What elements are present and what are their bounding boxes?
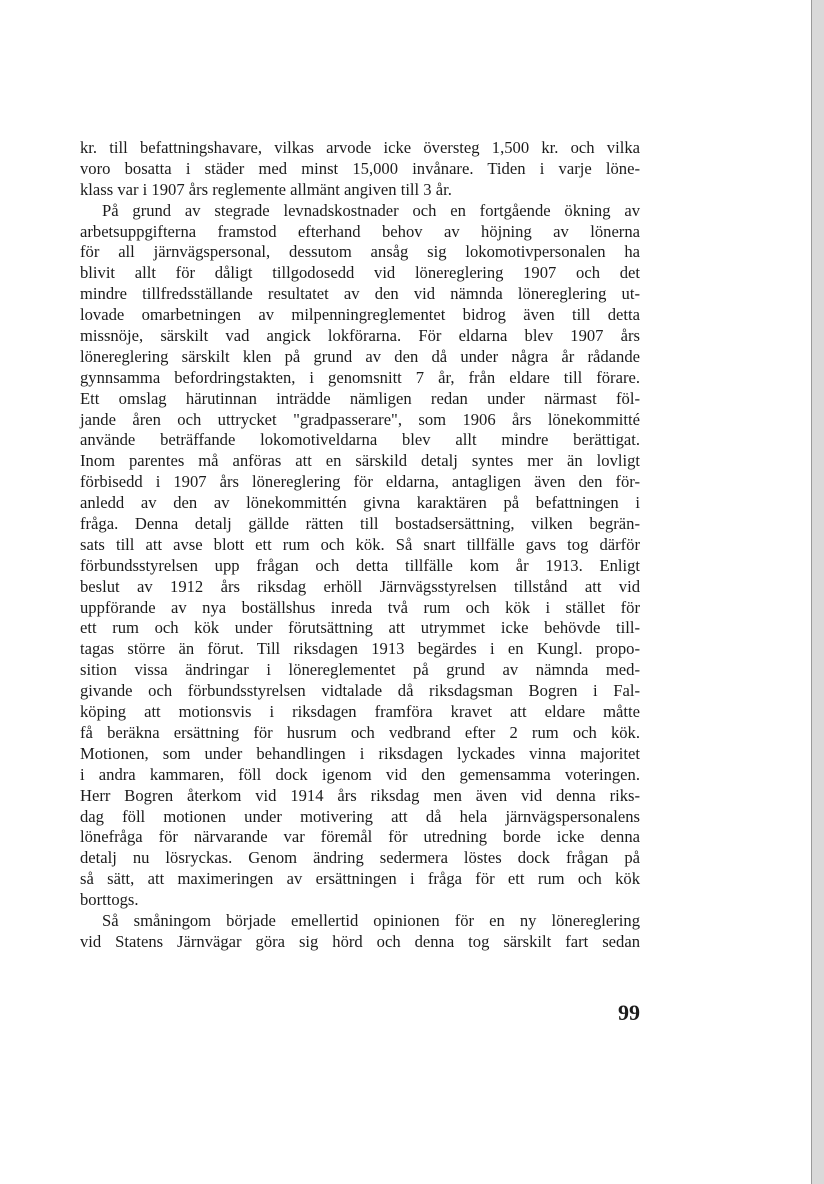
text-line: lönefråga för närvarande var föremål för utredning borde icke denna xyxy=(80,827,640,847)
text-line: På grund av stegrade levnadskostnader och en fortgående ökning av xyxy=(102,200,640,220)
text-line: givande och förbundsstyrelsen vidtalade då riksdagsman Bogren i Fal- xyxy=(80,681,640,701)
text-line: uppförande av nya boställshus inreda två rum och kök i stället för xyxy=(80,597,640,617)
text-line: detalj nu lösryckas. Genom ändring sedermera löstes dock frågan på xyxy=(80,848,640,868)
page-number: 99 xyxy=(618,1000,640,1025)
text-line: sats till att avse blott ett rum och kök. Så snart tillfälle gavs tog därför xyxy=(80,534,640,554)
text-line: förbisedd i 1907 års lönereglering för eldarna, antagligen även den för- xyxy=(80,472,640,492)
text-line: fråga. Denna detalj gällde rätten till bostadsersättning, vilken begrän- xyxy=(80,514,640,534)
text-line: sition vissa ändringar i lönereglementet på grund av nämnda med- xyxy=(80,660,640,680)
text-line: anledd av den av lönekommittén givna karaktären på befattningen i xyxy=(80,493,640,513)
text-line: borttogs. xyxy=(80,890,139,910)
text-line: voro bosatta i städer med minst 15,000 invånare. Tiden i varje löne- xyxy=(80,158,640,178)
text-line: lönereglering särskilt klen på grund av den då under några år rådande xyxy=(80,346,640,366)
text-line: missnöje, särskilt vad angick lokförarna. För eldarna blev 1907 års xyxy=(80,326,640,346)
text-line: köping att motionsvis i riksdagen framföra kravet att eldare måtte xyxy=(80,702,640,722)
text-line: tagas större än förut. Till riksdagen 1913 begärdes i en Kungl. propo- xyxy=(80,639,640,659)
text-line: Herr Bogren återkom vid 1914 års riksdag men även vid denna riks- xyxy=(80,785,640,805)
text-line: beslut av 1912 års riksdag erhöll Järnvägsstyrelsen tillstånd att vid xyxy=(80,576,640,596)
text-line: använde beträffande lokomotiveldarna blev allt mindre berättigat. xyxy=(80,430,640,450)
text-line: förbundsstyrelsen upp frågan och detta tillfälle kom år 1913. Enligt xyxy=(80,555,640,575)
text-line: gynnsamma befordringstakten, i genomsnitt 7 år, från eldare till förare. xyxy=(80,367,640,387)
text-line: få beräkna ersättning för husrum och vedbrand efter 2 rum och kök. xyxy=(80,722,640,742)
text-line: Så småningom började emellertid opinionen för en ny lönereglering xyxy=(102,910,640,930)
text-line: Motionen, som under behandlingen i riksdagen lyckades vinna majoritet xyxy=(80,743,640,763)
text-line: så sätt, att maximeringen av ersättningen i fråga för ett rum och kök xyxy=(80,869,640,889)
text-line: blivit allt för dåligt tillgodosedd vid lönereglering 1907 och det xyxy=(80,263,640,283)
text-line: arbetsuppgifterna framstod efterhand behov av höjning av lönerna xyxy=(80,221,640,241)
text-line: dag föll motionen under motivering att då hela järnvägspersonalens xyxy=(80,806,640,826)
text-line: klass var i 1907 års reglemente allmänt angiven till 3 år. xyxy=(80,179,452,199)
text-line: i andra kammaren, föll dock igenom vid den gemensamma voteringen. xyxy=(80,764,640,784)
text-line: vid Statens Järnvägar göra sig hörd och denna tog särskilt fart sedan xyxy=(80,931,640,951)
text-line: kr. till befattningshavare, vilkas arvode icke översteg 1,500 kr. och vilka xyxy=(80,138,640,157)
body-text xyxy=(80,138,640,953)
text-line: jande åren och uttrycket "gradpasserare", som 1906 års lönekommitté xyxy=(80,409,640,429)
text-line: Ett omslag härutinnan inträdde nämligen redan under närmast föl- xyxy=(80,388,640,408)
text-line: mindre tillfredsställande resultatet av den vid nämnda lönereglering ut- xyxy=(80,284,640,304)
text-line: lovade omarbetningen av milpenningreglementet bidrog även till detta xyxy=(80,305,640,325)
text-line: ett rum och kök under förutsättning att utrymmet icke behövde till- xyxy=(80,618,640,638)
text-line: för all järnvägspersonal, dessutom ansåg sig lokomotivpersonalen ha xyxy=(80,242,640,262)
text-line: Inom parentes må anföras att en särskild detalj syntes mer än lovligt xyxy=(80,451,640,471)
page-edge xyxy=(812,0,824,1184)
